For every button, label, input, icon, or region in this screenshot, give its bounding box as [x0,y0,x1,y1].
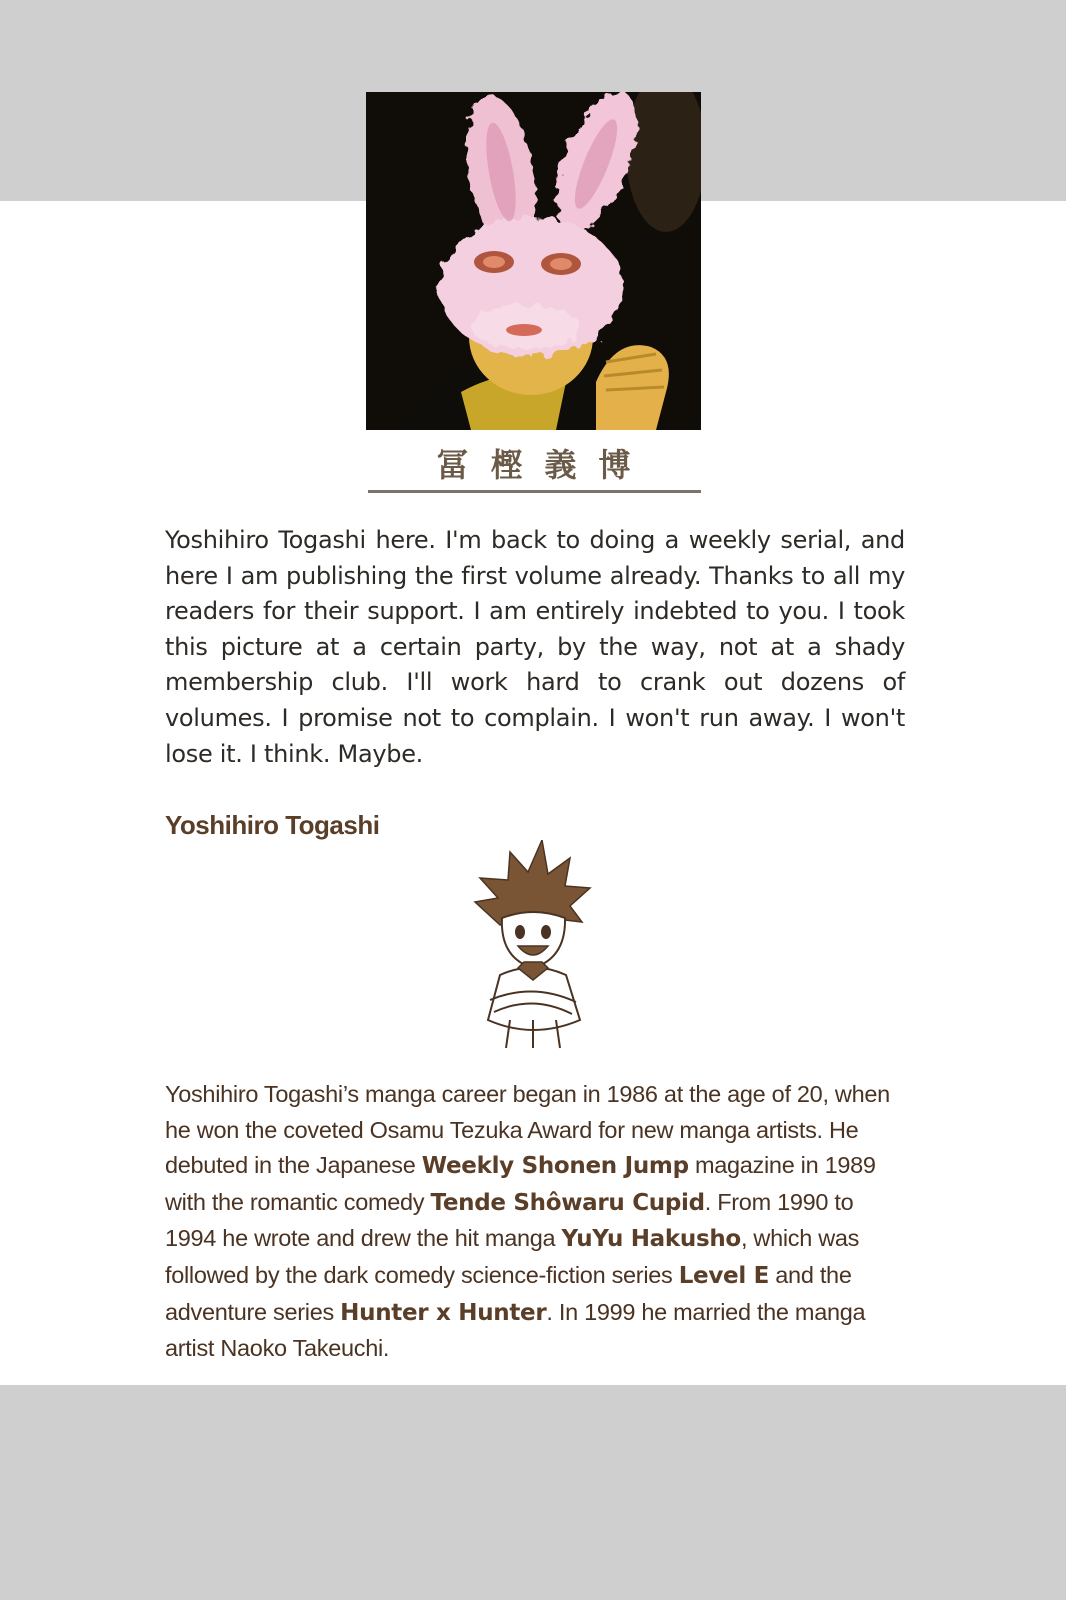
bio-title-level-e: Level E [678,1262,770,1289]
author-message: Yoshihiro Togashi here. I'm back to doing a weekly serial, and here I am publishing the first volume already. Thanks to all my readers for their support. I am entirely indebted to you. I took this picture at a certain party, by the way, not at a shady membership club. I'll work hard to crank out dozens of volumes. I promise not to complain. I won't run away. I won't lose it. I think. Maybe. [165,526,905,768]
character-sketch [470,840,596,1050]
author-signature: Yoshihiro Togashi [165,810,380,840]
bio-title-tende-showaru-cupid: Tende Shôwaru Cupid [430,1189,705,1216]
author-name-japanese: 冨樫義博 [436,446,653,484]
bio-text-5: and the adventure series [165,1261,852,1325]
bio-text-2: magazine in 1989 with the romantic comedy [165,1152,876,1215]
bottom-gray-band [0,1385,1066,1600]
bio-title-hunter-x-hunter: Hunter x Hunter [340,1299,547,1326]
bio-title-weekly-shonen-jump: Weekly Shonen Jump [421,1153,689,1180]
bio-title-yuyu-hakusho: YuYu Hakusho [561,1226,741,1253]
bio-text-3: . From 1990 to 1994 he wrote and drew the hit manga [165,1188,854,1252]
name-underline-divider [368,490,701,493]
bio-text-1: Yoshihiro Togashi’s manga career began in 1986 at the age of 20, when he won the coveted Osamu Tezuka Award for new manga artists. He debuted in the Japanese [165,1081,890,1179]
bio-text-4: , which was followed by the dark comedy science-fiction series [165,1225,860,1288]
bio-text-6: . In 1999 he married the manga artist Naoko Takeuchi. [165,1298,866,1362]
author-photo [366,92,701,430]
author-biography [165,1077,909,1367]
